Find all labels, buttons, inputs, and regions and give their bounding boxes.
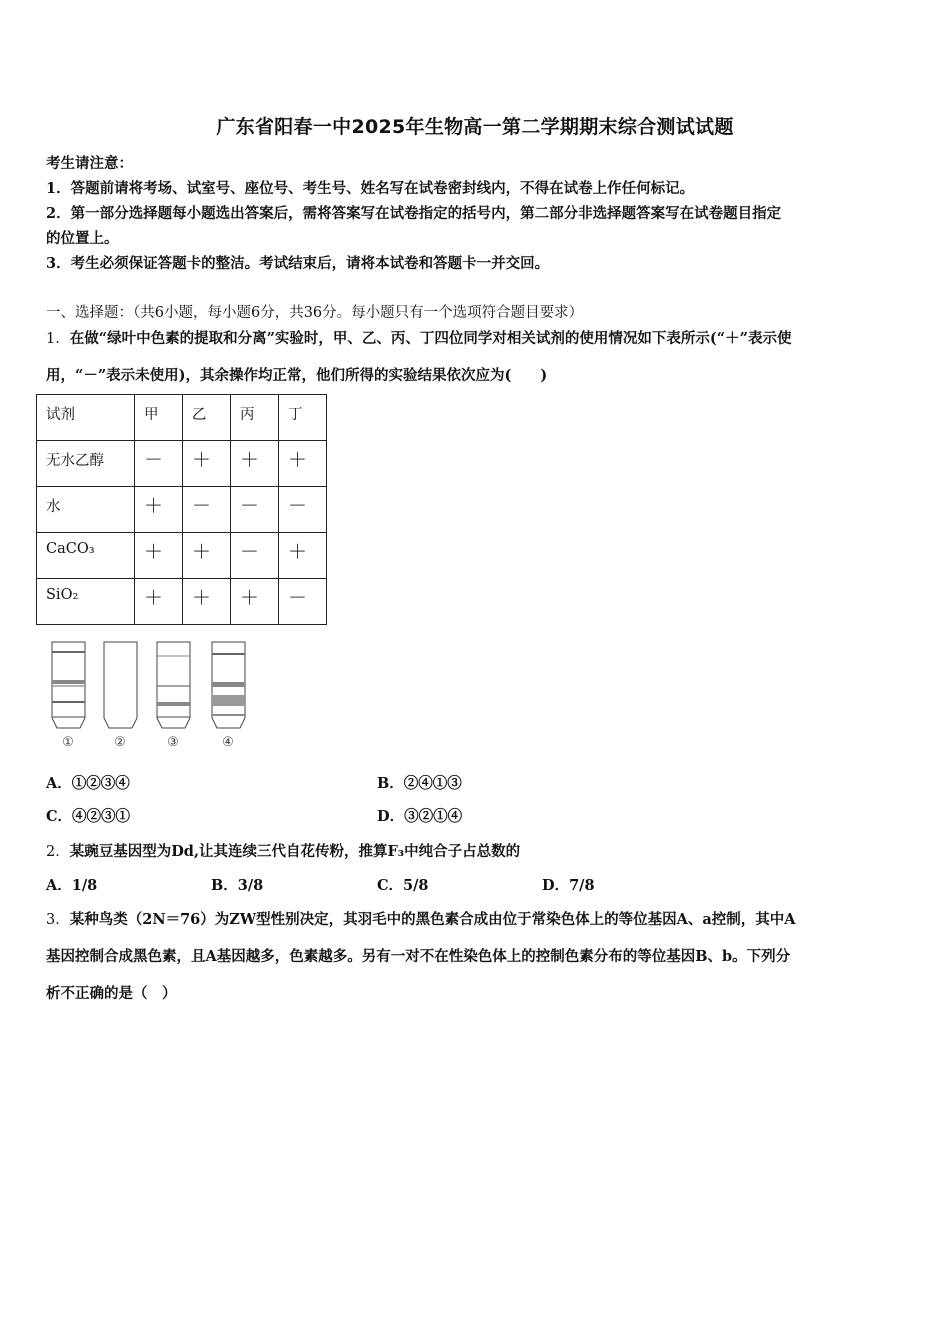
option-text: 7/8 xyxy=(569,877,595,894)
option-text: ②④①③ xyxy=(403,775,462,792)
table-cell: － xyxy=(279,487,327,533)
table-header-cell: 乙 xyxy=(183,395,231,441)
option-a xyxy=(46,874,97,895)
question-2 xyxy=(46,840,908,861)
option-text: ①②③④ xyxy=(71,775,130,792)
option-key: D． xyxy=(542,877,570,894)
table-header-cell: 试剂 xyxy=(37,395,135,441)
table-cell: 水 xyxy=(37,487,135,533)
table-header-cell: 甲 xyxy=(135,395,183,441)
table-cell: ＋ xyxy=(135,579,183,625)
tube-3 xyxy=(157,642,190,728)
notice-heading: 考生请注意： xyxy=(46,155,133,172)
option-key: C． xyxy=(377,877,404,894)
table-cell: ＋ xyxy=(135,533,183,579)
option-text: ④②③① xyxy=(72,808,131,825)
table-cell: ＋ xyxy=(183,579,231,625)
table-cell: SiO₂ xyxy=(37,579,135,625)
table-cell: － xyxy=(231,487,279,533)
table-cell: 无水乙醇 xyxy=(37,441,135,487)
question-number: 3． xyxy=(46,912,70,928)
table-header-cell: 丁 xyxy=(279,395,327,441)
question-text: 某种鸟类（2N＝76）为ZW型性别决定，其羽毛中的黑色素合成由位于常染色体上的等位基因A、a控制，其中A xyxy=(69,911,796,928)
table-cell: CaCO₃ xyxy=(37,533,135,579)
tube-2 xyxy=(104,642,137,728)
option-key: A． xyxy=(46,775,72,792)
notice-item: 3．考生必须保证答题卡的整洁。考试结束后，请将本试卷和答题卡一并交回。 xyxy=(46,255,550,272)
table-cell: ＋ xyxy=(183,441,231,487)
notice-item: 2．第一部分选择题每小题选出答案后，需将答案写在试卷指定的括号内，第二部分非选择题答案写在试卷题目指定 xyxy=(46,205,782,222)
option-d xyxy=(377,805,462,826)
chromatography-tubes-figure xyxy=(44,640,264,752)
page-title: 广东省阳春一中2025年生物高一第二学期期末综合测试试题 xyxy=(216,116,734,138)
option-text: 3/8 xyxy=(237,877,264,894)
tube-label: ④ xyxy=(222,735,234,750)
option-c xyxy=(377,874,429,895)
option-a xyxy=(46,772,130,793)
table-header-cell: 丙 xyxy=(231,395,279,441)
table-header-row xyxy=(37,395,327,441)
option-key: D． xyxy=(377,808,405,825)
table-cell: ＋ xyxy=(135,487,183,533)
table-cell: ＋ xyxy=(183,533,231,579)
table-row xyxy=(37,533,327,579)
table-cell: ＋ xyxy=(279,441,327,487)
question-1-line-2: 用，“－”表示未使用)，其余操作均正常，他们所得的实验结果依次应为( ) xyxy=(46,367,548,384)
option-b xyxy=(377,772,462,793)
option-key: A． xyxy=(46,877,72,894)
table-row xyxy=(37,487,327,533)
table-cell: － xyxy=(135,441,183,487)
table-cell: ＋ xyxy=(231,579,279,625)
tube-label: ③ xyxy=(167,735,179,750)
question-text: 某豌豆基因型为Dd,让其连续三代自花传粉，推算F₃中纯合子占总数的 xyxy=(69,843,521,860)
notice-item: 的位置上。 xyxy=(46,230,119,247)
tube-1 xyxy=(52,642,85,728)
question-number: 1． xyxy=(46,331,70,347)
option-c xyxy=(46,805,130,826)
question-text: 在做“绿叶中色素的提取和分离”实验时，甲、乙、丙、丁四位同学对相关试剂的使用情况如下表所示(“＋”表示使 xyxy=(69,330,792,347)
table-cell: ＋ xyxy=(279,533,327,579)
table-cell: － xyxy=(279,579,327,625)
question-3-line-1 xyxy=(46,908,908,929)
notice-item: 1．答题前请将考场、试室号、座位号、考生号、姓名写在试卷密封线内，不得在试卷上作任何标记。 xyxy=(46,180,695,197)
table-row xyxy=(37,579,327,625)
table-cell: ＋ xyxy=(231,441,279,487)
tube-label: ① xyxy=(62,735,74,750)
option-text: 1/8 xyxy=(71,877,98,894)
reagent-table xyxy=(36,394,327,625)
question-1-line-1 xyxy=(46,327,908,348)
table-cell: － xyxy=(183,487,231,533)
question-3-line-3: 析不正确的是（ ） xyxy=(46,985,177,1002)
tube-4 xyxy=(212,642,245,728)
option-text: 5/8 xyxy=(403,877,429,894)
section-heading: 一、选择题：（共6小题，每小题6分，共36分。每小题只有一个选项符合题目要求） xyxy=(46,305,584,321)
table-row xyxy=(37,441,327,487)
option-b xyxy=(211,874,263,895)
question-number: 2． xyxy=(46,844,70,860)
table-cell: － xyxy=(231,533,279,579)
option-d xyxy=(542,874,595,895)
option-key: C． xyxy=(46,808,73,825)
option-key: B． xyxy=(211,877,238,894)
option-key: B． xyxy=(377,775,404,792)
tube-label: ② xyxy=(114,735,126,750)
option-text: ③②①④ xyxy=(404,808,463,825)
question-3-line-2: 基因控制合成黑色素，且A基因越多，色素越多。另有一对不在性染色体上的控制色素分布的等位基因B、b。下列分 xyxy=(46,948,791,965)
